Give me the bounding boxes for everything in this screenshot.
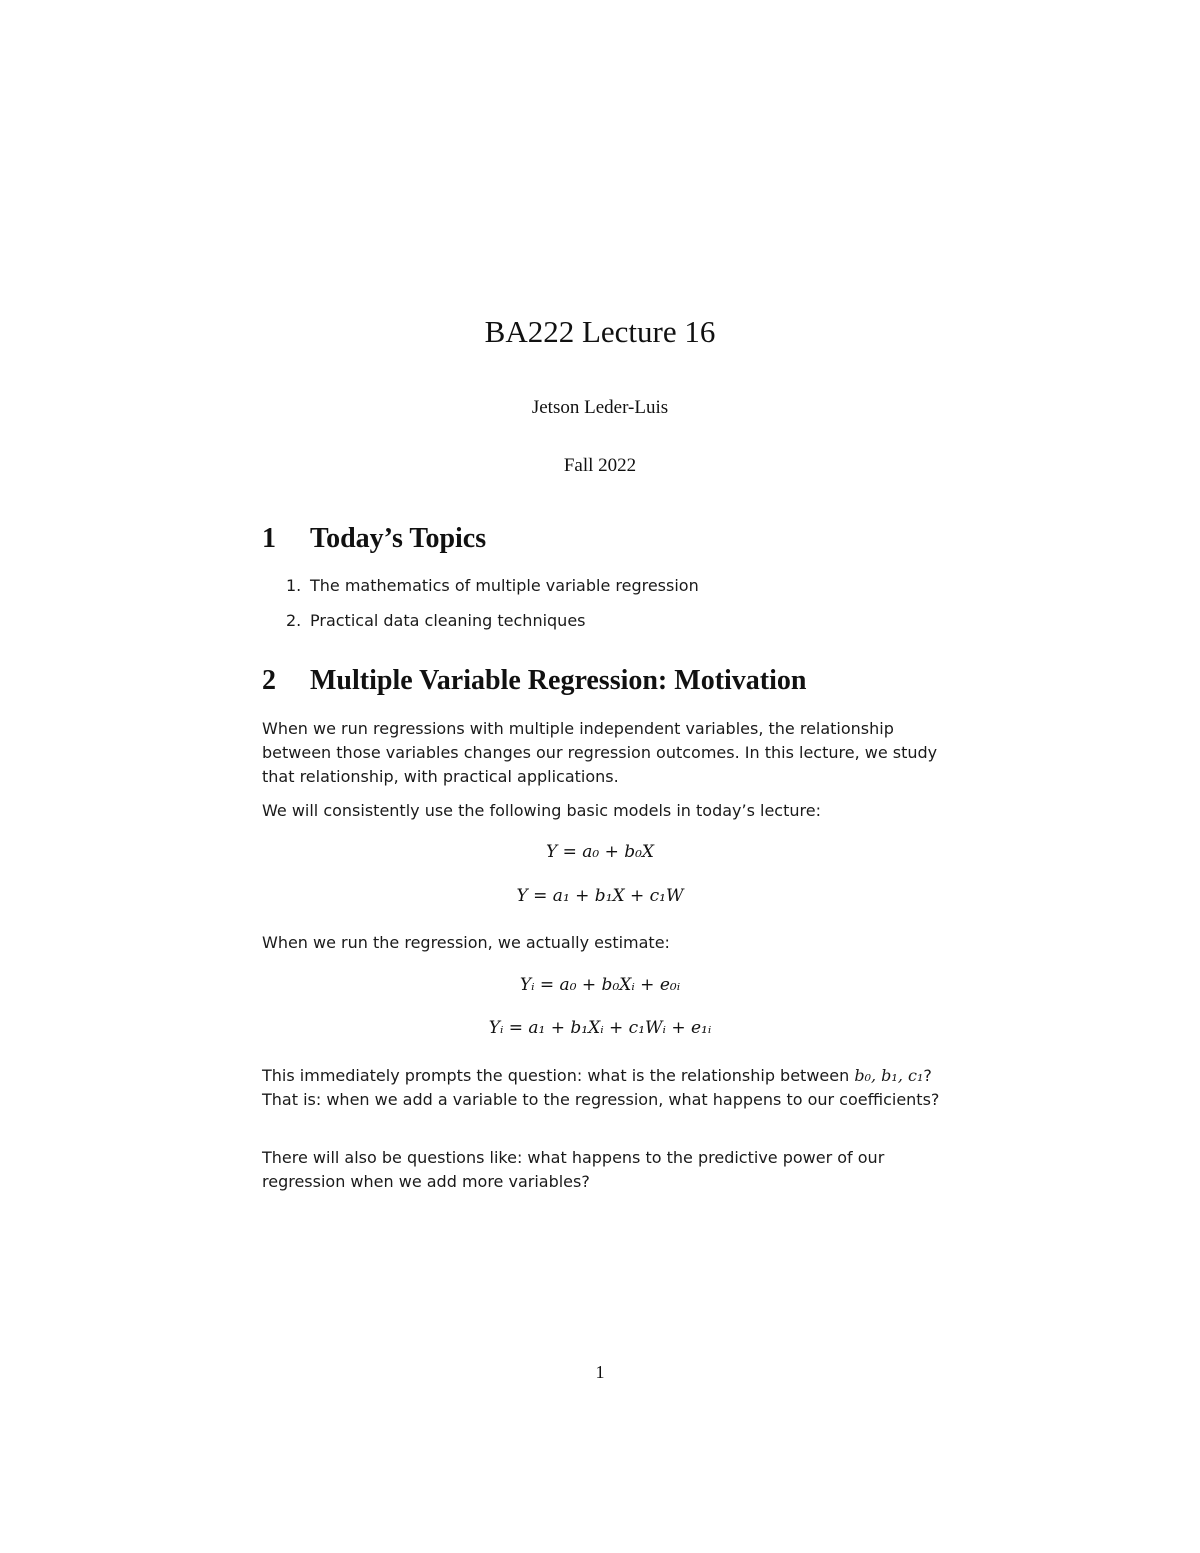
list-item-text: Practical data cleaning techniques (310, 611, 586, 630)
document-author: Jetson Leder-Luis (531, 397, 669, 418)
section-heading-2 (262, 665, 806, 697)
document-date: Fall 2022 (563, 455, 637, 476)
list-item-number: 2. (286, 611, 302, 630)
paragraph-question-text: This immediately prompts the question: what is the relationship between (262, 1066, 850, 1085)
equation-estimate-1: Yᵢ = a₀ + b₀Xᵢ + e₀ᵢ (519, 975, 681, 995)
list-item (286, 574, 699, 609)
paragraph-models: We will consistently use the following basic models in today’s lecture: (262, 801, 821, 820)
paragraph-predictive-power: There will also be questions like: what happens to the predictive power of our regression when we add more variables? (262, 1148, 885, 1191)
section-number: 1 (262, 523, 276, 554)
list-item (286, 609, 699, 644)
paragraph-estimate: When we run the regression, we actually estimate: (262, 933, 670, 952)
paragraph-intro: When we run regressions with multiple independent variables, the relationship between those variables changes our regression outcomes. In this lecture, we study that relationship, with practical applications. (262, 719, 938, 786)
list-item-text: The mathematics of multiple variable regression (310, 576, 699, 595)
equation-model-1: Y = a₀ + b₀X (545, 842, 655, 862)
topics-list (286, 574, 699, 644)
section-title: Today’s Topics (310, 523, 487, 554)
paragraph-question (262, 1064, 942, 1112)
coefficients-math: b₀, b₁, c₁ (854, 1066, 924, 1085)
document-title: BA222 Lecture 16 (484, 314, 716, 349)
list-item-number: 1. (286, 576, 302, 595)
section-title: Multiple Variable Regression: Motivation (310, 665, 807, 696)
section-heading-1 (262, 523, 486, 555)
equation-model-2: Y = a₁ + b₁X + c₁W (516, 886, 684, 906)
paragraph-question-tail: ? That is: when we add a variable to the regression, what happens to our coefficients? (262, 1066, 940, 1109)
page-number: 1 (595, 1362, 605, 1382)
section-number: 2 (262, 665, 276, 696)
equation-estimate-2: Yᵢ = a₁ + b₁Xᵢ + c₁Wᵢ + e₁ᵢ (488, 1018, 712, 1038)
